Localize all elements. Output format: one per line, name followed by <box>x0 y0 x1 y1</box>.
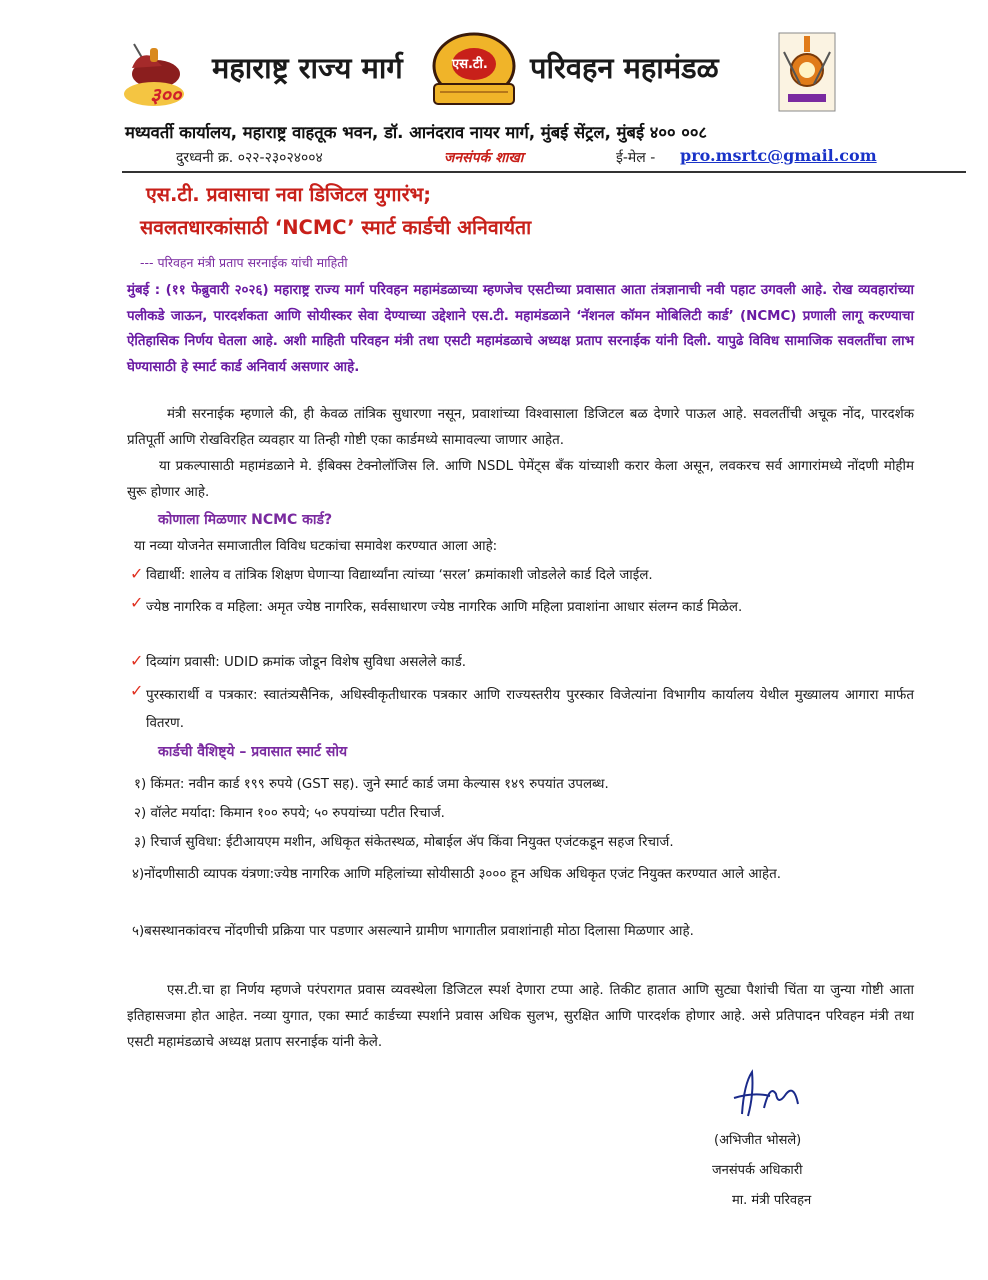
paragraph-2: या प्रकल्पासाठी महामंडळाने मे. ईबिक्स टेक्नोलॉजिस लि. आणि NSDL पेमेंट्स बँक यांच्याशी करार केला असून, लवकरच सर्व आगारांमध्ये नोंदणी मोहीम सुरू होणार आहे. <box>127 459 914 500</box>
department-name: जनसंपर्क शाखा <box>444 150 524 166</box>
list-item: ज्येष्ठ नागरिक व महिला: अमृत ज्येष्ठ नागरिक, सर्वसाधारण ज्येष्ठ नागरिक आणि महिला प्रवाशांना आधार संलग्न कार्ड मिळेल. <box>146 600 743 615</box>
check-icon: ✓ <box>130 651 144 670</box>
right-emblem <box>778 32 836 112</box>
section-intro: या नव्या योजनेत समाजातील विविध घटकांचा समावेश करण्यात आला आहे: <box>134 539 498 554</box>
feature-item: ३) रिचार्ज सुविधा: ईटीआयएम मशीन, अधिकृत संकेतस्थळ, मोबाईल ॲप किंवा नियुक्त एजंटकडून सहज रिचार्ज. <box>134 835 674 850</box>
office-address: मध्यवर्ती कार्यालय, महाराष्ट्र वाहतूक भवन, डॉ. आनंदराव नायर मार्ग, मुंबई सेंट्रल, मुंबई ४०० ००८ <box>125 123 708 142</box>
list-item: पुरस्कारार्थी व पत्रकार: स्वातंत्र्यसैनिक, अधिस्वीकृतीधारक पत्रकार आणि राज्यस्तरीय पुरस्कार विजेत्यांना विभागीय कार्यालय येथील मुख्यालय आगारा मार्फत वितरण. <box>146 688 914 731</box>
msrtc-logo-caption: एस.टी. <box>452 57 488 72</box>
check-icon: ✓ <box>130 681 144 700</box>
list-item: विद्यार्थी: शालेय व तांत्रिक शिक्षण घेणाऱ्या विद्यार्थ्यांना त्यांच्या ‘सरल’ क्रमांकाशी जोडलेले कार्ड दिले जाईल. <box>146 568 653 583</box>
feature-item: ५)बसस्थानकांवरच नोंदणीची प्रक्रिया पार पडणार असल्याने ग्रामीण भागातील प्रवाशांनाही मोठा दिलासा मिळणार आहे. <box>132 924 694 939</box>
list-item: दिव्यांग प्रवासी: UDID क्रमांक जोडून विशेष सुविधा असलेले कार्ड. <box>146 655 467 670</box>
section-heading-card-features: कार्डची वैशिष्ट्ये – प्रवासात स्मार्ट सोय <box>158 744 348 760</box>
signatory-name: (अभिजीत भोसले) <box>714 1133 802 1148</box>
left-emblem-caption: ३०० <box>150 83 182 107</box>
header-title-right: परिवहन महामंडळ <box>530 51 719 85</box>
signatory-office: मा. मंत्री परिवहन <box>732 1193 812 1208</box>
check-icon: ✓ <box>130 564 144 583</box>
section-heading-who-gets-card: कोणाला मिळणार NCMC कार्ड? <box>158 512 333 528</box>
paragraph-1: मंत्री सरनाईक म्हणाले की, ही केवळ तांत्रिक सुधारणा नसून, प्रवाशांच्या विश्वासाला डिजिटल बळ देणारे पाऊल आहे. सवलतींची अचूक नोंद, पारदर्शक प्रतिपूर्ती आणि रोखविरहित व्यवहार या तिन्ही गोष्टी एका कार्डमध्ये सामावल्या जाणार आहेत. <box>127 407 914 448</box>
email-link[interactable]: pro.msrtc@gmail.com <box>680 146 877 165</box>
feature-item: १) किंमत: नवीन कार्ड १९९ रुपये (GST सह). जुने स्मार्ट कार्ड जमा केल्यास १४९ रुपयांत उपलब्ध. <box>134 777 609 792</box>
email-label: ई-मेल - <box>616 150 656 166</box>
phone-number: दुरध्वनी क्र. ०२२-२३०२४००४ <box>176 150 323 166</box>
feature-item: २) वॉलेट मर्यादा: किमान १०० रुपये; ५० रुपयांच्या पटीत रिचार्ज. <box>134 806 445 821</box>
byline: --- परिवहन मंत्री प्रताप सरनाईक यांची माहिती <box>140 255 348 270</box>
closing-paragraph: एस.टी.चा हा निर्णय म्हणजे परंपरागत प्रवास व्यवस्थेला डिजिटल स्पर्श देणारा टप्पा आहे. तिकीट हातात आणि सुट्या पैशांची चिंता या जुन्या गोष्टी आता इतिहासजमा होत आहेत. नव्या युगात, एका स्मार्ट कार्डच्या स्पर्शाने प्रवास अधिक सुलभ, सुरक्षित आणि पारदर्शक होणार आहे. असे प्रतिपादन परिवहन मंत्री तथा एसटी महामंडळाचे अध्यक्ष प्रताप सरनाईक यांनी केले. <box>127 983 914 1050</box>
feature-item: ४)नोंदणीसाठी व्यापक यंत्रणा:ज्येष्ठ नागरिक आणि महिलांच्या सोयीसाठी ३००० हून अधिक अधिकृत एजंट नियुक्त करण्यात आले आहेत. <box>132 867 781 882</box>
headline-line-1: एस.टी. प्रवासाचा नवा डिजिटल युगारंभ; <box>146 183 432 206</box>
handwritten-signature <box>724 1064 814 1124</box>
lead-paragraph: मुंबई : (११ फेब्रुवारी २०२६) महाराष्ट्र राज्य मार्ग परिवहन महामंडळाच्या म्हणजेच एसटीच्या प्रवासात आता तंत्रज्ञानाची नवी पहाट उगवली आहे. रोख व्यवहारांच्या पलीकडे जाऊन, पारदर्शकता आणि सोयीस्कर सेवा देण्याच्या उद्देशाने एस.टी. महामंडळाने ‘नॅशनल कॉमन मोबिलिटी कार्ड’ (NCMC) प्रणाली लागू करण्याचा ऐतिहासिक निर्णय घेतला आहे. अशी माहिती परिवहन मंत्री तथा एसटी महामंडळाचे अध्यक्ष प्रताप सरनाईक यांनी दिली. यापुढे विविध सामाजिक सवलतींचा लाभ घेण्यासाठी हे स्मार्ट कार्ड अनिवार्य असणार आहे. <box>127 283 914 376</box>
check-icon: ✓ <box>130 593 144 612</box>
header-divider <box>122 171 966 173</box>
headline-line-2: सवलतधारकांसाठी ‘NCMC’ स्मार्ट कार्डची अनिवार्यता <box>140 216 532 239</box>
header-title-left: महाराष्ट्र राज्य मार्ग <box>212 51 403 85</box>
signatory-designation: जनसंपर्क अधिकारी <box>712 1163 803 1178</box>
